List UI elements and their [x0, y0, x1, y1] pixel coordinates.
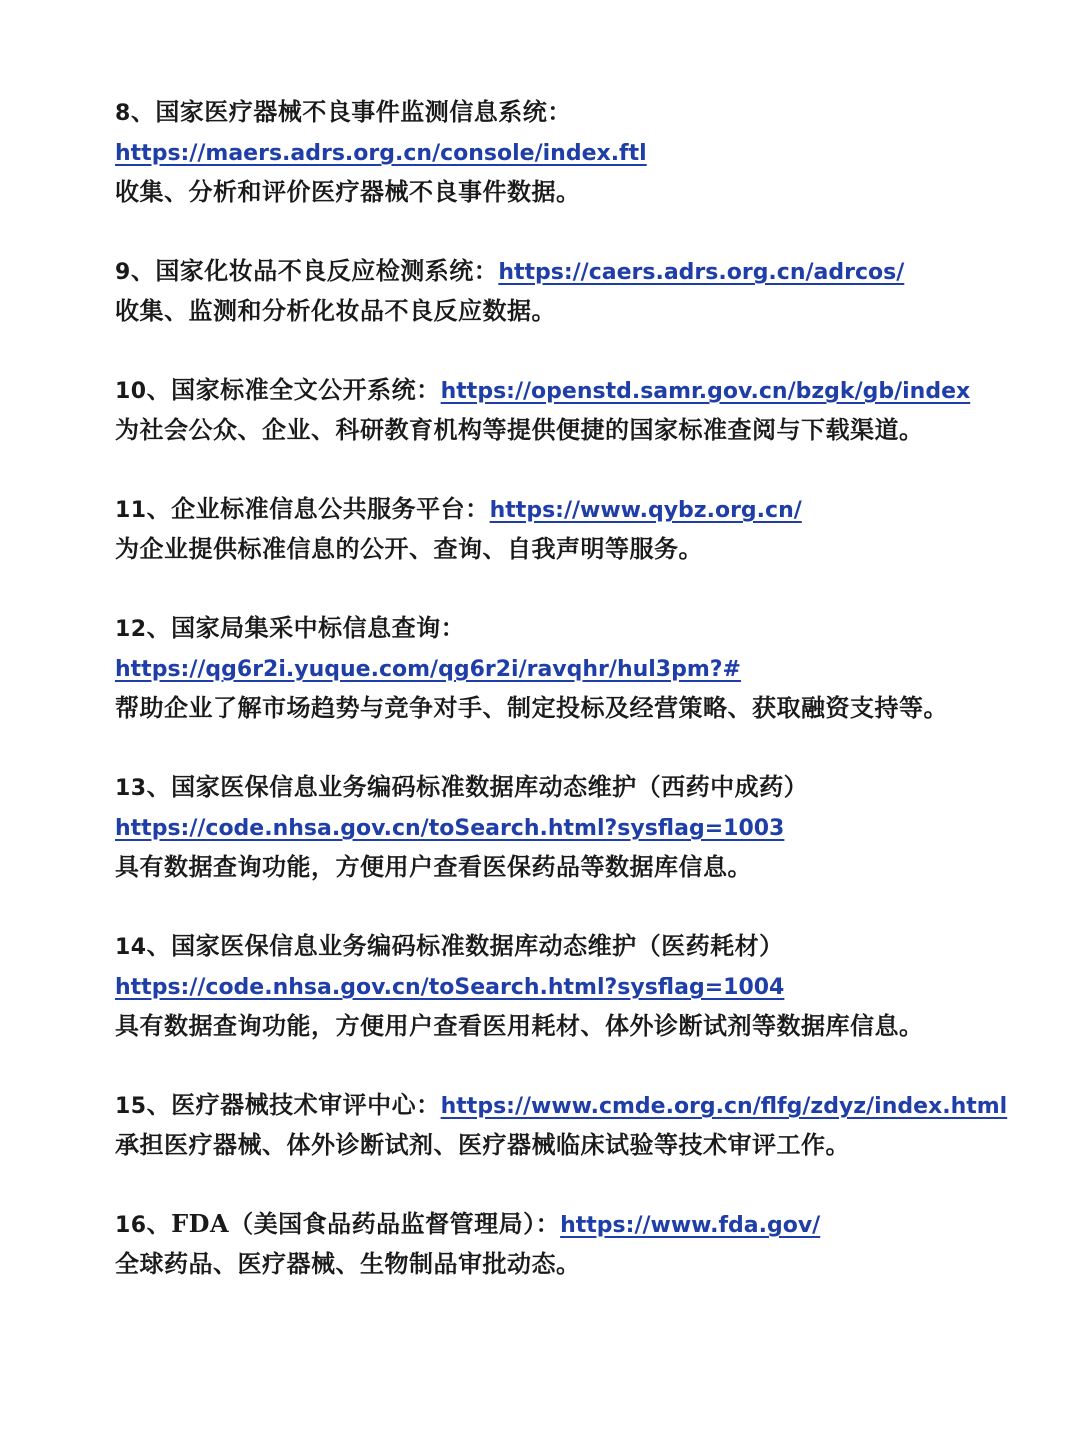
entry-number: 12 — [115, 617, 147, 642]
entry-link[interactable]: https://www.cmde.org.cn/flfg/zdyz/index.html — [440, 1094, 1008, 1119]
entry-13 — [115, 767, 1015, 887]
entry-title-line — [115, 1085, 1015, 1125]
entry-number: 14 — [115, 935, 147, 960]
entry-title: FDA（美国食品药品监督管理局）： — [171, 1209, 561, 1238]
entry-number: 8 — [115, 101, 131, 126]
entry-link[interactable]: https://caers.adrs.org.cn/adrcos/ — [498, 260, 905, 285]
entry-9 — [115, 251, 1015, 331]
entry-12 — [115, 608, 1015, 728]
entry-separator: 、 — [130, 256, 156, 285]
entry-link-line — [115, 132, 1015, 172]
entry-title-line — [115, 608, 1015, 648]
entry-title: 国家标准全文公开系统： — [171, 375, 441, 404]
entry-link[interactable]: https://www.fda.gov/ — [560, 1213, 821, 1238]
entry-number: 13 — [115, 776, 147, 801]
entry-title-line — [115, 1204, 1015, 1244]
entry-link[interactable]: https://www.qybz.org.cn/ — [489, 498, 802, 523]
entry-title: 国家化妆品不良反应检测系统： — [155, 256, 499, 285]
entry-number: 9 — [115, 260, 131, 285]
entry-title-line — [115, 767, 1015, 807]
entry-link[interactable]: https://code.nhsa.gov.cn/toSearch.html?sysflag=1004 — [115, 975, 785, 1000]
entry-title-line — [115, 370, 1015, 410]
entry-link[interactable]: https://maers.adrs.org.cn/console/index.ftl — [115, 141, 647, 166]
entry-15 — [115, 1085, 1015, 1165]
entry-separator: 、 — [146, 1209, 172, 1238]
entry-description: 承担医疗器械、体外诊断试剂、医疗器械临床试验等技术审评工作。 — [115, 1130, 850, 1159]
entry-separator: 、 — [146, 375, 172, 404]
entry-separator: 、 — [146, 931, 172, 960]
entry-8 — [115, 92, 1015, 212]
entry-10 — [115, 370, 1015, 450]
entry-11 — [115, 489, 1015, 569]
entry-description: 为企业提供标准信息的公开、查询、自我声明等服务。 — [115, 534, 703, 563]
entry-title: 国家局集采中标信息查询： — [171, 613, 466, 642]
entry-link[interactable]: https://openstd.samr.gov.cn/bzgk/gb/index — [440, 379, 971, 404]
entry-title: 企业标准信息公共服务平台： — [171, 494, 490, 523]
entry-number: 15 — [115, 1094, 147, 1119]
entry-title: 国家医疗器械不良事件监测信息系统： — [155, 97, 572, 126]
entry-16 — [115, 1204, 1015, 1284]
entry-link-line — [115, 648, 1015, 688]
entry-title: 国家医保信息业务编码标准数据库动态维护（西药中成药） — [171, 772, 809, 801]
entry-14 — [115, 926, 1015, 1046]
entry-title-line — [115, 92, 1015, 132]
entry-title: 医疗器械技术审评中心： — [171, 1090, 441, 1119]
entry-separator: 、 — [146, 494, 172, 523]
entry-title: 国家医保信息业务编码标准数据库动态维护（医药耗材） — [171, 931, 784, 960]
entry-number: 10 — [115, 379, 147, 404]
entry-description: 为社会公众、企业、科研教育机构等提供便捷的国家标准查阅与下载渠道。 — [115, 415, 924, 444]
entry-separator: 、 — [146, 772, 172, 801]
entry-number: 16 — [115, 1213, 147, 1238]
entry-separator: 、 — [146, 613, 172, 642]
entry-link[interactable]: https://qg6r2i.yuque.com/qg6r2i/ravqhr/hul3pm?# — [115, 657, 741, 682]
entry-number: 11 — [115, 498, 147, 523]
entry-link-line — [115, 807, 1015, 847]
entry-description: 帮助企业了解市场趋势与竞争对手、制定投标及经营策略、获取融资支持等。 — [115, 693, 948, 722]
entry-title-line — [115, 489, 1015, 529]
entry-description: 收集、分析和评价医疗器械不良事件数据。 — [115, 177, 581, 206]
entry-separator: 、 — [130, 97, 156, 126]
entry-separator: 、 — [146, 1090, 172, 1119]
entry-description: 收集、监测和分析化妆品不良反应数据。 — [115, 296, 556, 325]
entry-title-line — [115, 926, 1015, 966]
entry-link-line — [115, 966, 1015, 1006]
entry-title-line — [115, 251, 1015, 291]
entry-description: 具有数据查询功能，方便用户查看医保药品等数据库信息。 — [115, 852, 752, 881]
entry-description: 具有数据查询功能，方便用户查看医用耗材、体外诊断试剂等数据库信息。 — [115, 1011, 924, 1040]
entry-description: 全球药品、医疗器械、生物制品审批动态。 — [115, 1249, 581, 1278]
entry-link[interactable]: https://code.nhsa.gov.cn/toSearch.html?sysflag=1003 — [115, 816, 785, 841]
